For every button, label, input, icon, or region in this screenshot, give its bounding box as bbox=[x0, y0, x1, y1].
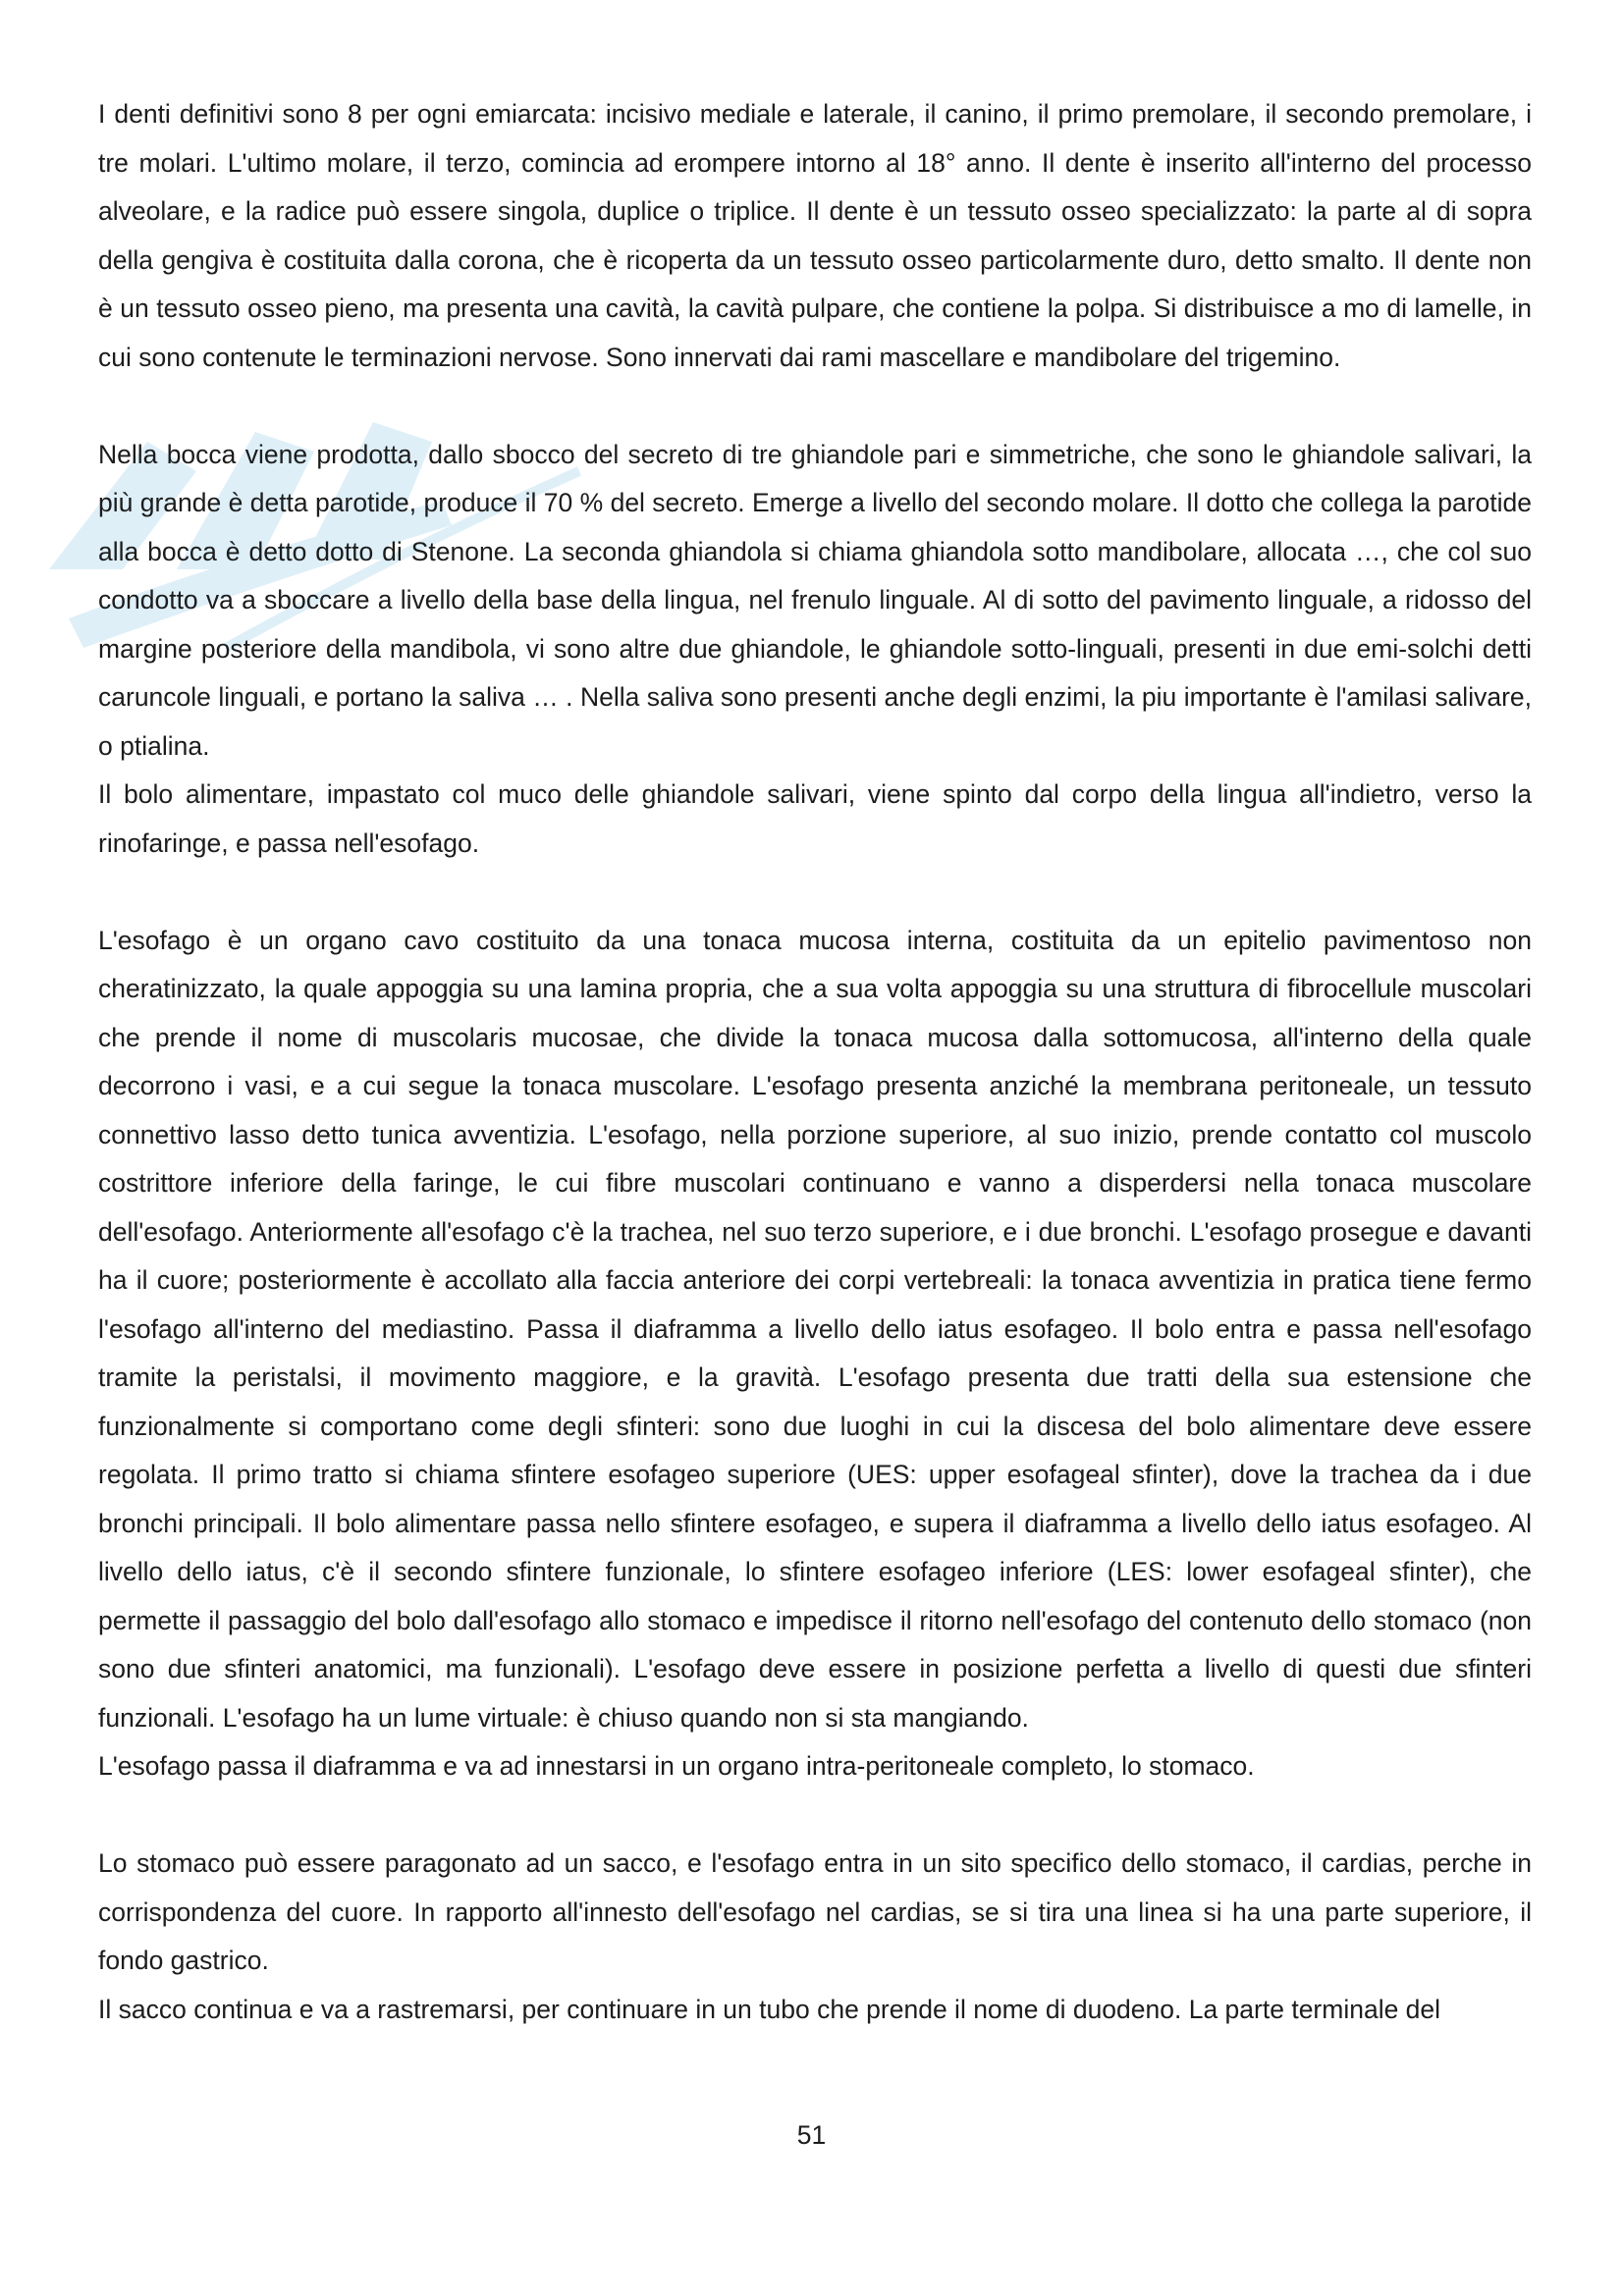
paragraph-teeth: I denti definitivi sono 8 per ogni emiarcata: incisivo mediale e laterale, il canino, il primo premolare, il secondo premolare, i tre molari. L'ultimo molare, il terzo, comincia ad erompere intorno al 18° anno. Il dente è inserito all'interno del processo alveolare, e la radice può essere singola, duplice o triplice. Il dente è un tessuto osseo specializzato: la parte al di sopra della gengiva è costituita dalla corona, che è ricoperta da un tessuto osseo particolarmente duro, detto smalto. Il dente non è un tessuto osseo pieno, ma presenta una cavità, la cavità pulpare, che contiene la polpa. Si distribuisce a mo di lamelle, in cui sono contenute le terminazioni nervose. Sono innervati dai rami mascellare e mandibolare del trigemino. bbox=[98, 99, 1532, 372]
paragraph-gap bbox=[98, 868, 1532, 917]
paragraph-gap bbox=[98, 1791, 1532, 1841]
paragraph-salivary-glands: Nella bocca viene prodotta, dallo sbocco del secreto di tre ghiandole pari e simmetriche, che sono le ghiandole salivari, la più grande è detta parotide, produce il 70 % del secreto. Emerge a livello del secondo molare. Il dotto che collega la parotide alla bocca è detto dotto di Stenone. La seconda ghiandola si chiama ghiandola sotto mandibolare, allocata …, che col suo condotto va a sboccare a livello della base della lingua, nel frenulo linguale. Al di sotto del pavimento linguale, a ridosso del margine posteriore della mandibola, vi sono altre due ghiandole, le ghiandole sotto-linguali, presenti in due emi-solchi detti caruncole linguali, e portano la saliva … . Nella saliva sono presenti anche degli enzimi, la piu importante è l'amilasi salivare, o ptialina. bbox=[98, 439, 1532, 761]
document-page bbox=[98, 90, 1532, 2034]
page-number: 51 bbox=[796, 2120, 827, 2150]
paragraph-stomach: Lo stomaco può essere paragonato ad un sacco, e l'esofago entra in un sito specifico dello stomaco, il cardias, perche in corrispondenza del cuore. In rapporto all'innesto dell'esofago nel cardias, se si tira una linea si ha una parte superiore, il fondo gastrico. bbox=[98, 1848, 1532, 1975]
paragraph-esophagus: L'esofago è un organo cavo costituito da una tonaca mucosa interna, costituita da un epitelio pavimentoso non cheratinizzato, la quale appoggia su una lamina propria, che a sua volta appoggia su una struttura di fibrocellule muscolari che prende il nome di muscolaris mucosae, che divide la tonaca mucosa dalla sottomucosa, all'interno della quale decorrono i vasi, e a cui segue la tonaca muscolare. L'esofago presenta anziché la membrana peritoneale, un tessuto connettivo lasso detto tunica avventizia. L'esofago, nella porzione superiore, al suo inizio, prende contatto col muscolo costrittore inferiore della faringe, le cui fibre muscolari continuano e vanno a disperdersi nella tonaca muscolare dell'esofago. Anteriormente all'esofago c'è la trachea, nel suo terzo superiore, e i due bronchi. L'esofago prosegue e davanti ha il cuore; posteriormente è accollato alla faccia anteriore dei corpi vertebreali: la tonaca avventizia in pratica tiene fermo l'esofago all'interno del mediastino. Passa il diaframma a livello dello iatus esofageo. Il bolo entra e passa nell'esofago tramite la peristalsi, il movimento maggiore, e la gravità. L'esofago presenta due tratti della sua estensione che funzionalmente si comportano come degli sfinteri: sono due luoghi in cui la discesa del bolo alimentare deve essere regolata. Il primo tratto si chiama sfintere esofageo superiore (UES: upper esofageal sfinter), dove la trachea da i due bronchi principali. Il bolo alimentare passa nello sfintere esofageo, e supera il diaframma a livello dello iatus esofageo. Al livello dello iatus, c'è il secondo sfintere funzionale, lo sfintere esofageo inferiore (LES: lower esofageal sfinter), che permette il passaggio del bolo dall'esofago allo stomaco e impedisce il ritorno nell'esofago del contenuto dello stomaco (non sono due sfinteri anatomici, ma funzionali). L'esofago deve essere in posizione perfetta a livello di questi due sfinteri funzionali. L'esofago ha un lume virtuale: è chiuso quando non si sta mangiando. bbox=[98, 925, 1532, 1733]
paragraph-esophagus-stomach: L'esofago passa il diaframma e va ad innestarsi in un organo intra-peritoneale completo, lo stomaco. bbox=[98, 1751, 1255, 1781]
paragraph-gap bbox=[98, 382, 1532, 431]
paragraph-bolus: Il bolo alimentare, impastato col muco delle ghiandole salivari, viene spinto dal corpo della lingua all'indietro, verso la rinofaringe, e passa nell'esofago. bbox=[98, 779, 1532, 858]
paragraph-duodenum: Il sacco continua e va a rastremarsi, per continuare in un tubo che prende il nome di duodeno. La parte terminale del bbox=[98, 1994, 1441, 2024]
